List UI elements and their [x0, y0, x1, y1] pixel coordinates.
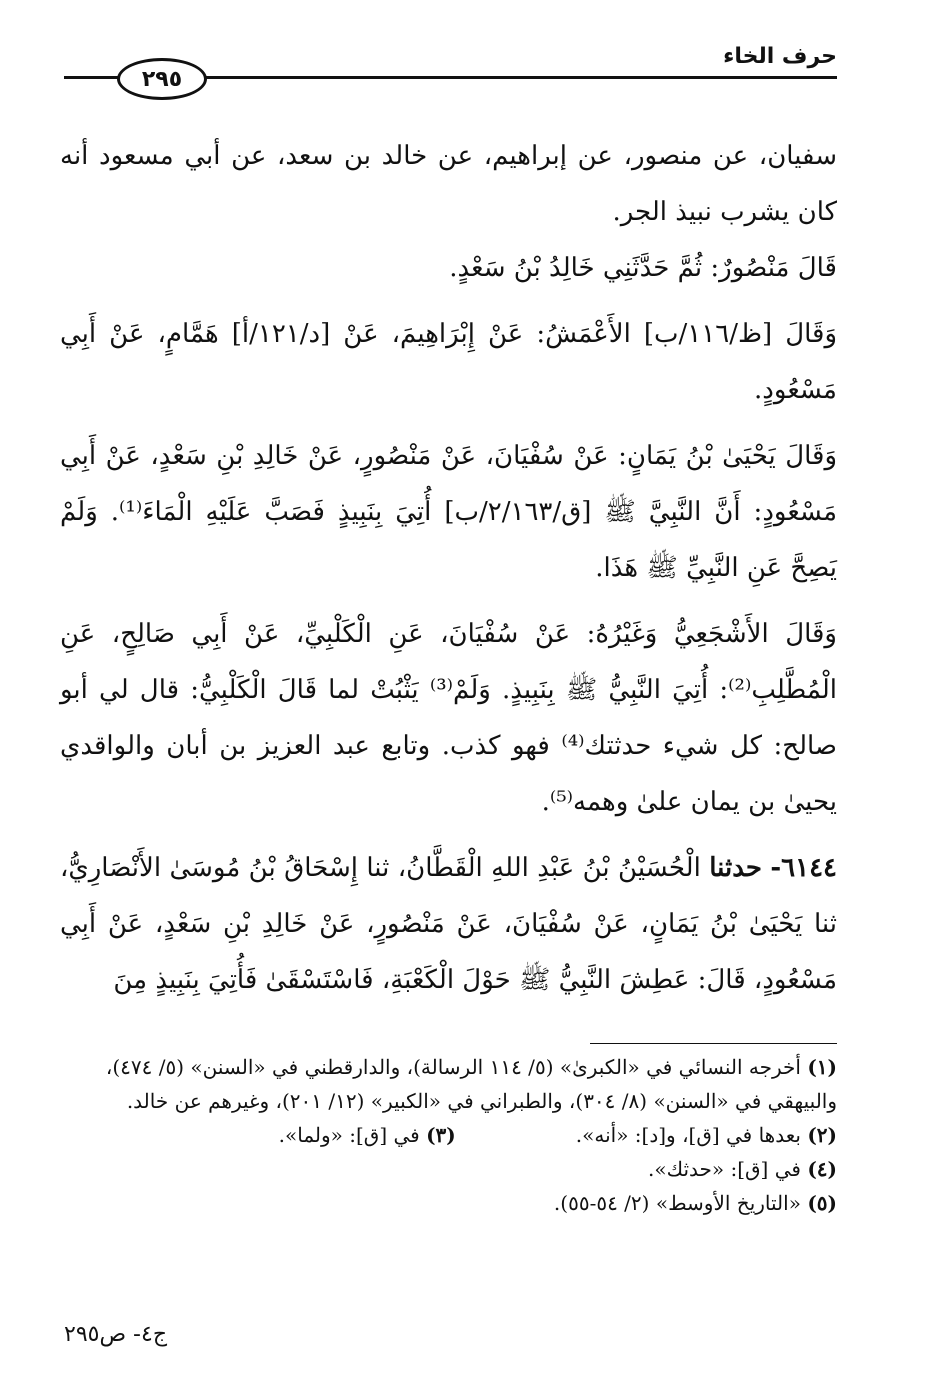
hadith-number: ٦١٤٤- — [770, 853, 837, 883]
footnote-text: في [ق]: «ولما». — [278, 1123, 420, 1147]
hadith-text: الْحُسَيْنُ بْنُ عَبْدِ اللهِ الْقَطَّانُ، ثنا إِسْحَاقُ بْنُ مُوسَىٰ الأَنْصَارِيُّ، ثنا يَحْيَىٰ بْنُ يَمَانٍ، عَنْ سُفْيَانَ، عَنْ مَنْصُورٍ، عَنْ خَالِدِ بْنِ سَعْدٍ، عَنْ أَبِي مَسْعُودٍ، قَالَ: عَطِشَ النَّبِيُّ ﷺ حَوْلَ الْكَعْبَةِ، فَاسْتَسْقَىٰ فَأُتِيَ بِنَبِيذٍ مِنَ — [60, 853, 837, 995]
footnote-4 — [60, 1152, 837, 1186]
paragraph-1: سفيان، عن منصور، عن إبراهيم، عن خالد بن سعد، عن أبي مسعود أنه كان يشرب نبيذ الجر. — [60, 141, 837, 227]
main-text — [60, 128, 837, 1008]
haddathana-word: حدثنا — [709, 853, 762, 883]
footnotes — [60, 1050, 837, 1220]
page-header — [0, 0, 935, 110]
footnote-5 — [60, 1186, 837, 1220]
page-number-badge: ٢٩٥ — [117, 58, 207, 100]
footnote-number: (٣) — [426, 1123, 456, 1147]
volume-page-footer: ج٤- ص٢٩٥ — [64, 1322, 168, 1347]
paragraph-3: وَقَالَ [ظ/١١٦/ب] الأَعْمَشُ: عَنْ إِبْرَاهِيمَ، عَنْ [د/١٢١/أ] هَمَّامٍ، عَنْ أَبِي مَسْعُودٍ. — [60, 319, 837, 405]
footnote-text: في [ق]: «حدثك». — [648, 1157, 801, 1181]
paragraph-4: وَقَالَ يَحْيَىٰ بْنُ يَمَانٍ: عَنْ سُفْيَانَ، عَنْ مَنْصُورٍ، عَنْ خَالِدِ بْنِ سَعْدٍ، عَنْ أَبِي مَسْعُودٍ: أَنَّ النَّبِيَّ ﷺ [ق/٢/١٦٣/ب] أُتِيَ بِنَبِيذٍ فَصَبَّ عَلَيْهِ الْمَاءَ⁽¹⁾. وَلَمْ يَصِحَّ عَنِ النَّبِيِّ ﷺ هَذَا. — [60, 441, 837, 583]
footnote-text: «التاريخ الأوسط» (٢/ ٥٤-٥٥). — [553, 1191, 801, 1215]
footnote-3 — [279, 1118, 456, 1152]
footnote-text: بعدها في [ق]، و[د]: «أنه». — [575, 1123, 801, 1147]
footnote-number: (٤) — [807, 1157, 837, 1181]
footnote-row-2-3 — [60, 1118, 837, 1152]
paragraph-5: وَقَالَ الأَشْجَعِيُّ وَغَيْرُهُ: عَنْ سُفْيَانَ، عَنِ الْكَلْبِيِّ، عَنْ أَبِي صَالِحٍ، عَنِ الْمُطَّلِبِ⁽²⁾: أُتِيَ النَّبِيُّ ﷺ بِنَبِيذٍ. وَلَمْ⁽³⁾ يَثْبُتْ لما قَالَ الْكَلْبِيُّ: قال لي أبو صالح: كل شيء حدثتك⁽⁴⁾ فهو كذب. وتابع عبد العزيز بن أبان والواقدي يحيىٰ بن يمان علىٰ وهمه⁽⁵⁾. — [60, 619, 837, 817]
footnote-divider — [590, 1043, 837, 1044]
footnote-number: (٢) — [807, 1123, 837, 1147]
footnote-number: (٥) — [807, 1191, 837, 1215]
paragraph-2: قَالَ مَنْصُورٌ: ثُمَّ حَدَّثَنِي خَالِدُ بْنُ سَعْدٍ. — [449, 253, 837, 283]
footnote-text: أخرجه النسائي في «الكبرىٰ» (٥/ ١١٤ الرسالة)، والدارقطني في «السنن» (٥/ ٤٧٤)، والبيهقي في «السنن» (٨/ ٣٠٤)، والطبراني في «الكبير» (١٢/ ٢٠١)، وغيرهم عن خالد. — [105, 1055, 837, 1113]
footnote-number: (١) — [807, 1055, 837, 1079]
footnote-2 — [576, 1118, 837, 1152]
footnote-1 — [60, 1050, 837, 1118]
hadith-6144 — [60, 840, 837, 1008]
running-title: حرف الخاء — [723, 44, 837, 69]
